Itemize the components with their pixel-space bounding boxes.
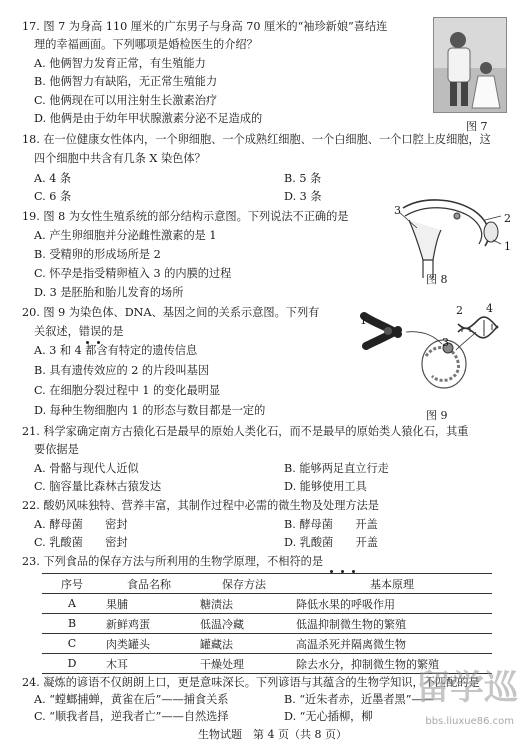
q17-stem-line1: 17. 图 7 为身高 110 厘米的广东男子与身高 70 厘米的“袖珍新娘”喜结连 [22, 20, 388, 33]
q18-option-a: A. 4 条 [34, 172, 72, 185]
table-row [42, 594, 492, 614]
table-cell: C [42, 634, 102, 654]
q24-option-b: B. “近朱者赤，近墨者黑”—— [284, 693, 434, 706]
q21-stem-line2: 要依据是 [34, 443, 79, 456]
figure-9-diagram [346, 302, 514, 406]
q20-stem-line2: 关叙述，错误的是 [34, 325, 124, 338]
q21-option-b: B. 能够两足直立行走 [284, 462, 389, 475]
table-header-cell: 保存方法 [196, 574, 292, 594]
figure-7-caption: 图 7 [466, 120, 488, 133]
table-cell: A [42, 594, 102, 614]
q20-option-c: C. 在细胞分裂过程中 1 的变化最明显 [34, 384, 221, 397]
q17-stem-line2: 理的幸福画面。下列哪项是婚检医生的介绍？ [34, 38, 258, 51]
figure-9-label-4: 4 [486, 302, 493, 315]
q21-option-c: C. 脑容量比森林古猿发达 [34, 480, 162, 493]
table-cell: 降低水果的呼吸作用 [292, 594, 492, 614]
q18-stem-line1: 18. 在一位健康女性体内，一个卵细胞、一个成熟红细胞、一个白细胞、一个口腔上皮细胞，这 [22, 133, 491, 146]
q18-option-c: C. 6 条 [34, 190, 72, 203]
q21-option-d: D. 能够使用工具 [284, 480, 367, 493]
q22-option-d: D. 乳酸菌 开盖 [284, 536, 378, 549]
q22-option-c: C. 乳酸菌 密封 [34, 536, 128, 549]
figure-8-label-2: 2 [504, 212, 511, 225]
q20-option-b: B. 具有遗传效应的 2 的片段叫基因 [34, 364, 210, 377]
q20-stem-line1: 20. 图 9 为染色体、DNA、基因之间的关系示意图。下列有 [22, 306, 320, 319]
q17-option-d: D. 他俩是由于幼年甲状腺激素分泌不足造成的 [34, 112, 263, 125]
q19-stem: 19. 图 8 为女性生殖系统的部分结构示意图。下列说法不正确的是 [22, 210, 349, 223]
q22-option-b: B. 酵母菌 开盖 [284, 518, 378, 531]
table-cell: 罐藏法 [196, 634, 292, 654]
q17-option-b: B. 他俩智力有缺陷，无正常生殖能力 [34, 75, 218, 88]
q17-option-a: A. 他俩智力发育正常，有生殖能力 [34, 57, 206, 70]
q19-option-b: B. 受精卵的形成场所是 2 [34, 248, 161, 261]
table-cell: 除去水分，抑制微生物的繁殖 [292, 654, 492, 674]
q18-option-b: B. 5 条 [284, 172, 322, 185]
figure-9-label-1: 1 [360, 314, 367, 327]
table-header-cell: 基本原理 [292, 574, 492, 594]
table-header-cell: 序号 [42, 574, 102, 594]
figure-8-caption: 图 8 [426, 273, 448, 286]
table-cell: D [42, 654, 102, 674]
page-footer: 生物试题 第 4 页（共 8 页） [198, 728, 347, 741]
table-cell: 肉类罐头 [102, 634, 196, 654]
q18-stem-line2: 四个细胞中共含有几条 X 染色体？ [34, 152, 206, 165]
table-header-cell: 食品名称 [102, 574, 196, 594]
q23-table [42, 573, 492, 674]
table-cell: B [42, 614, 102, 634]
table-cell: 低温冷藏 [196, 614, 292, 634]
table-row [42, 614, 492, 634]
table-cell: 干燥处理 [196, 654, 292, 674]
figure-7-photo [433, 17, 507, 113]
table-row [42, 634, 492, 654]
q20-option-d: D. 每种生物细胞内 1 的形态与数目都是一定的 [34, 404, 266, 417]
q21-stem-line1: 21. 科学家确定南方古猿化石是最早的原始人类化石，而不是最早的原始类人猿化石，其重 [22, 425, 469, 438]
q22-stem: 22. 酸奶风味独特、营养丰富，其制作过程中必需的微生物及处理方法是 [22, 499, 379, 512]
q19-option-c: C. 怀孕是指受精卵植入 3 的内膜的过程 [34, 267, 232, 280]
q19-option-d: D. 3 是胚胎和胎儿发育的场所 [34, 286, 184, 299]
watermark-url: bbs.liuxue86.com [425, 716, 514, 727]
q24-option-d: D. “无心插柳，柳 [284, 710, 373, 723]
table-cell: 果脯 [102, 594, 196, 614]
q17-option-c: C. 他俩现在可以用注射生长激素治疗 [34, 94, 218, 107]
table-cell: 木耳 [102, 654, 196, 674]
q19-option-a: A. 产生卵细胞并分泌雌性激素的是 1 [34, 229, 217, 242]
q23-stem: 23. 下列食品的保存方法与所利用的生物学原理，不相符的是 [22, 555, 324, 568]
figure-8-label-3: 3 [394, 204, 401, 217]
figure-8-label-1: 1 [504, 240, 511, 253]
watermark-logo: 留学巡 [416, 668, 518, 708]
figure-9-label-2: 2 [456, 304, 463, 317]
figure-8-diagram [393, 194, 511, 280]
q24-option-a: A. “螳螂捕蝉，黄雀在后”——捕食关系 [34, 693, 229, 706]
table-cell: 低温抑制微生物的繁殖 [292, 614, 492, 634]
table-cell: 糖渍法 [196, 594, 292, 614]
figure-9-caption: 图 9 [426, 409, 448, 422]
q24-stem-line1: 24. 凝炼的谚语不仅朗朗上口，更是意味深长。下列谚语与其蕴含的生物学知识，不匹配的是 [22, 676, 480, 689]
q24-option-c: C. “顺我者昌，逆我者亡”——自然选择 [34, 710, 229, 723]
table-cell: 高温杀死并隔离微生物 [292, 634, 492, 654]
table-header-row [42, 574, 492, 594]
q22-option-a: A. 酵母菌 密封 [34, 518, 128, 531]
figure-9-label-3: 3 [442, 336, 449, 349]
q20-option-a: A. 3 和 4 都含有特定的遗传信息 [34, 344, 198, 357]
table-cell: 新鲜鸡蛋 [102, 614, 196, 634]
q18-option-d: D. 3 条 [284, 190, 322, 203]
q21-option-a: A. 骨骼与现代人近似 [34, 462, 139, 475]
